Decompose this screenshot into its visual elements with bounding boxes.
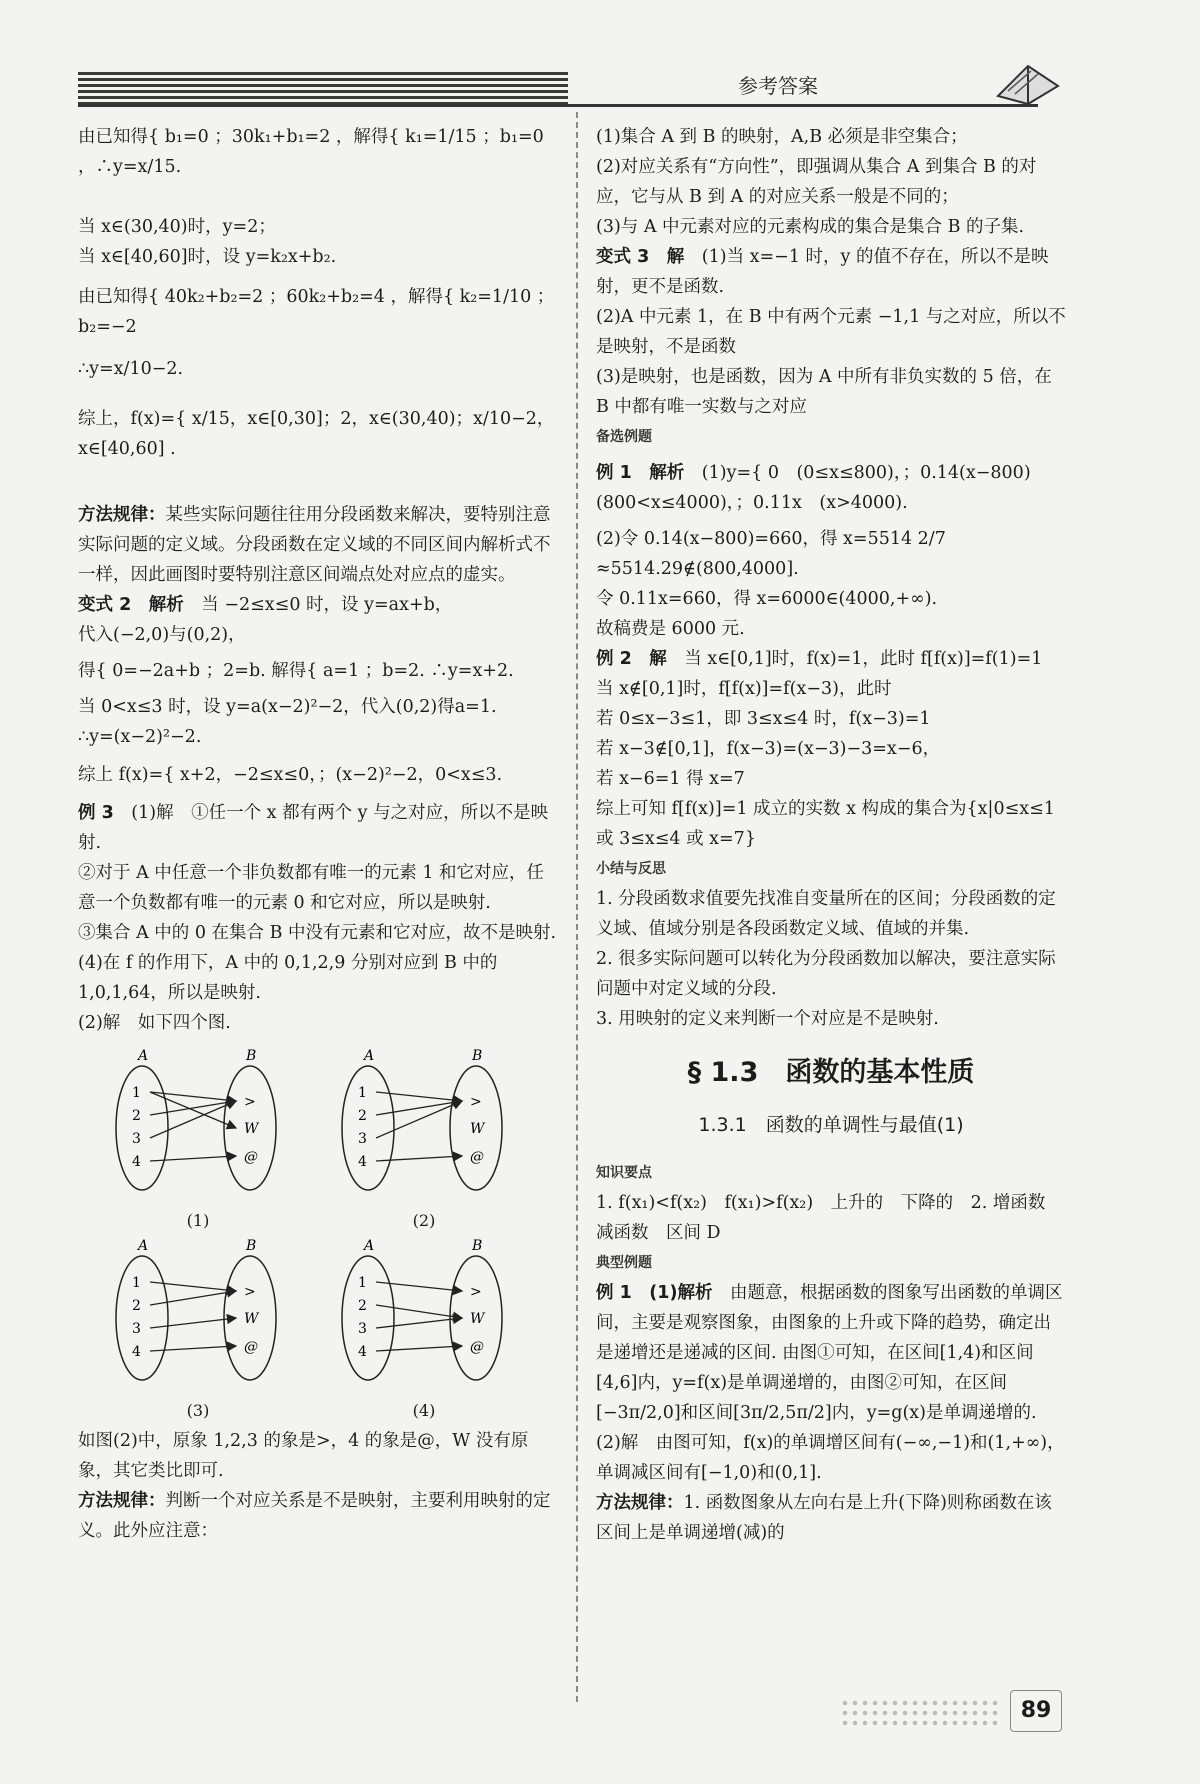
summary-item: 1. 分段函数求值要先找准自变量所在的区间；分段函数的定义域、值域分别是各段函数定义域、值域的并集.: [596, 889, 1056, 939]
set-a-element: 4: [358, 1344, 367, 1360]
set-b-label: B: [246, 1048, 257, 1064]
backup-example-1: [596, 458, 1066, 518]
text-line: (2)解 由图可知，f(x)的单调增区间有(−∞,−1)和(1,+∞)，单调减区间有[−1,0)和(0,1].: [596, 1433, 1065, 1483]
text-line: (4)在 f 的作用下，A 中的 0,1,2,9 分别对应到 B 中的 1,0,1,64，所以是映射.: [78, 953, 498, 1003]
text-line: 得{ 0=−2a+b ；2=b. 解得{ a=1 ；b=2. ∴y=x+2.: [78, 661, 514, 681]
summary-item: 2. 很多实际问题可以转化为分段函数加以解决，要注意实际问题中对定义域的分段.: [596, 949, 1056, 999]
text-line: 综上 f(x)={ x+2，−2≤x≤0，；(x−2)²−2，0<x≤3.: [78, 765, 503, 785]
set-b-element: >: [244, 1094, 256, 1110]
text-line: (1)y={ 0 (0≤x≤800)，；0.14(x−800) (800<x≤4000)，；0.11x (x>4000).: [596, 463, 1049, 513]
backup-examples-title: 备选例题: [596, 429, 652, 445]
mapping-diagram: [334, 1046, 514, 1236]
mapping-arrow: [150, 1092, 236, 1128]
set-b-label: B: [246, 1238, 257, 1254]
set-a-element: 1: [358, 1085, 367, 1101]
rule-label: 方法规律：: [596, 1493, 684, 1513]
rule-label: 方法规律：: [78, 1491, 166, 1511]
mapping-arrow: [376, 1318, 462, 1328]
text-line: (2)对应关系有“方向性”，即强调从集合 A 到集合 B 的对应，它与从 B 到 A 的对应关系一般是不同的；: [596, 157, 1037, 207]
text-line: ∴y=x/10−2.: [78, 359, 184, 379]
diagram-caption: (2): [412, 1211, 436, 1230]
text-line: (2)A 中元素 1，在 B 中有两个元素 −1,1 与之对应，所以不是映射，不是函数: [596, 307, 1066, 357]
text-line: 若 x−6=1 得 x=7: [596, 769, 745, 789]
key-points-title: 知识要点: [596, 1165, 652, 1181]
example-label: 例 1 (1)解析: [596, 1283, 713, 1303]
page-header: [78, 66, 1058, 106]
set-b-label: B: [472, 1238, 483, 1254]
set-b-element: >: [470, 1284, 482, 1300]
mapping-diagrams: [78, 1046, 560, 1426]
typical-examples-title: 典型例题: [596, 1255, 652, 1271]
set-a-element: 4: [132, 1154, 141, 1170]
text-line: (1)当 x=−1 时，y 的值不存在，所以不是映射，更不是函数.: [596, 247, 1049, 297]
mapping-diagram: [108, 1236, 288, 1426]
mapping-arrow: [376, 1156, 462, 1161]
text-line: 如图(2)中，原象 1,2,3 的象是>，4 的象是@，W 没有原象，其它类比即可.: [78, 1431, 529, 1481]
text-line: 综上，f(x)={ x/15，x∈[0,30]；2，x∈(30,40)；x/10−2，x∈[40,60] .: [78, 409, 555, 459]
mapping-arrow: [150, 1092, 236, 1101]
set-a-element: 3: [132, 1131, 141, 1147]
rule-text: 1. 函数图象从左向右是上升(下降)则称函数在该区间上是单调递增(减)的: [596, 1493, 1052, 1543]
decorative-dots: [840, 1698, 1000, 1726]
set-a-ellipse: [342, 1256, 394, 1380]
set-a-ellipse: [342, 1066, 394, 1190]
text-line: 当 0<x≤3 时，设 y=a(x−2)²−2，代入(0,2)得a=1.: [78, 697, 497, 717]
mapping-arrow: [376, 1346, 462, 1351]
set-b-label: B: [472, 1048, 483, 1064]
text-line: 由已知得{ 40k₂+b₂=2 ；60k₂+b₂=4 ，解得{ k₂=1/10 ；b₂=−2: [78, 287, 555, 337]
set-a-element: 2: [132, 1108, 141, 1124]
rule-label: 方法规律：: [78, 505, 166, 525]
text-line: 若 0≤x−3≤1，即 3≤x≤4 时，f(x−3)=1: [596, 709, 931, 729]
set-b-element: @: [244, 1149, 258, 1165]
text-line: 当 x∈(30,40)时，y=2；: [78, 217, 276, 237]
variant-2: [78, 590, 560, 620]
example-label: 例 3: [78, 803, 114, 823]
rule-text: 判断一个对应关系是不是映射，主要利用映射的定义。此外应注意：: [78, 1491, 551, 1541]
variant-label: 变式 3 解: [596, 247, 685, 267]
set-a-element: 4: [132, 1344, 141, 1360]
set-a-element: 4: [358, 1154, 367, 1170]
set-b-element: W: [470, 1311, 485, 1327]
text-line: 令 0.11x=660，得 x=6000∈(4000,+∞).: [596, 589, 938, 609]
example-label: 例 1 解析: [596, 463, 685, 483]
mapping-arrow: [150, 1282, 236, 1291]
set-b-element: @: [244, 1339, 258, 1355]
mapping-arrow: [150, 1291, 236, 1305]
mapping-diagram-svg: [334, 1046, 514, 1196]
text-line: ③集合 A 中的 0 在集合 B 中没有元素和它对应，故不是映射.: [78, 923, 557, 943]
text-line: 由已知得{ b₁=0 ；30k₁+b₁=2 ，解得{ k₁=1/15 ；b₁=0 ，∴y=x/15.: [78, 127, 544, 177]
mapping-diagram-svg: [108, 1236, 288, 1386]
mapping-diagram: [108, 1046, 288, 1236]
mapping-arrow: [376, 1305, 462, 1318]
mapping-arrow: [150, 1346, 236, 1351]
text-line: (2)解 如下四个图.: [78, 1013, 231, 1033]
mapping-arrow: [376, 1092, 462, 1101]
set-a-element: 3: [358, 1321, 367, 1337]
set-a-label: A: [138, 1048, 149, 1064]
mapping-arrow: [376, 1101, 462, 1115]
text-line: 故稿费是 6000 元.: [596, 619, 745, 639]
set-b-element: W: [244, 1311, 259, 1327]
mapping-diagram-svg: [108, 1046, 288, 1196]
method-rule: [78, 500, 560, 590]
typical-example-1: [596, 1278, 1066, 1428]
text-line: 当 x∉[0,1]时，f[f(x)]=f(x−3)，此时: [596, 679, 892, 699]
set-a-element: 1: [358, 1275, 367, 1291]
backup-example-2: [596, 644, 1066, 674]
set-b-element: @: [470, 1149, 484, 1165]
mapping-arrow: [150, 1318, 236, 1328]
text-line: 综上可知 f[f(x)]=1 成立的实数 x 构成的集合为{x|0≤x≤1 或 3≤x≤4 或 x=7}: [596, 799, 1055, 849]
diagram-caption: (4): [412, 1401, 436, 1420]
text-line: 1. f(x₁)<f(x₂) f(x₁)>f(x₂) 上升的 下降的 2. 增函数 减函数 区间 D: [596, 1193, 1063, 1243]
header-rule: [78, 104, 1038, 107]
text-line: 当 −2≤x≤0 时，设 y=ax+b，: [201, 595, 453, 615]
variant-3: [596, 242, 1066, 302]
set-a-element: 1: [132, 1275, 141, 1291]
diagram-caption: (1): [186, 1211, 210, 1230]
set-b-element: @: [470, 1339, 484, 1355]
set-a-element: 2: [358, 1298, 367, 1314]
example-3: [78, 798, 560, 858]
text-line: 由题意，根据函数的图象写出函数的单调区间，主要是观察图象，由图象的上升或下降的趋势，确定出是递增还是递减的区间. 由图①可知，在区间[1,4)和区间[4,6]内，y=f(x)是单调递增的，由图②可知，在区间[−3π/2,0]和区间[3π/2,5π/2]内，y=g(x)是单调递增的.: [596, 1283, 1063, 1423]
set-b-element: >: [470, 1094, 482, 1110]
mapping-diagram: [334, 1236, 514, 1426]
set-b-element: >: [244, 1284, 256, 1300]
set-a-element: 2: [132, 1298, 141, 1314]
set-a-label: A: [138, 1238, 149, 1254]
summary-title: 小结与反思: [596, 861, 666, 877]
text-line: (1)集合 A 到 B 的映射，A,B 必须是非空集合；: [596, 127, 968, 147]
set-a-element: 1: [132, 1085, 141, 1101]
mapping-arrow: [150, 1156, 236, 1161]
book-icon: [993, 56, 1063, 106]
text-line: (2)令 0.14(x−800)=660，得 x=5514 2/7 ≈5514.29∉(800,4000].: [596, 529, 946, 579]
diagram-caption: (3): [186, 1401, 210, 1420]
mapping-diagram-svg: [334, 1236, 514, 1386]
section-title: § 1.3 函数的基本性质: [687, 1057, 975, 1088]
text-line: ②对于 A 中任意一个非负数都有唯一的元素 1 和它对应，任意一个负数都有唯一的元素 0 和它对应，所以是映射.: [78, 863, 545, 913]
header-stripes: [78, 72, 568, 104]
method-rule-3: [596, 1488, 1066, 1548]
text-line: (3)与 A 中元素对应的元素构成的集合是集合 B 的子集.: [596, 217, 1025, 237]
page-number: 89: [1010, 1690, 1062, 1732]
set-a-element: 2: [358, 1108, 367, 1124]
subsection-title: 1.3.1 函数的单调性与最值(1): [698, 1114, 964, 1136]
text-line: (1)解 ①任一个 x 都有两个 y 与之对应，所以不是映射.: [78, 803, 549, 853]
left-column: [78, 122, 560, 1546]
set-a-ellipse: [116, 1066, 168, 1190]
header-title: 参考答案: [738, 74, 818, 98]
text-line: (3)是映射，也是函数，因为 A 中所有非负实数的 5 倍，在 B 中都有唯一实数与之对应: [596, 367, 1052, 417]
set-a-ellipse: [116, 1256, 168, 1380]
set-a-element: 3: [132, 1321, 141, 1337]
set-a-label: A: [364, 1048, 375, 1064]
right-column: [596, 122, 1066, 1548]
rule-text: 某些实际问题往往用分段函数来解决，要特别注意实际问题的定义域。分段函数在定义域的不同区间内解析式不一样，因此画图时要特别注意区间端点处对应点的虚实。: [78, 505, 551, 585]
text-line: 当 x∈[40,60]时，设 y=k₂x+b₂.: [78, 247, 337, 267]
mapping-arrow: [376, 1282, 462, 1291]
example-label: 例 2 解: [596, 649, 667, 669]
set-a-label: A: [364, 1238, 375, 1254]
set-b-element: W: [244, 1121, 259, 1137]
text-line: 代入(−2,0)与(0,2)，: [78, 625, 246, 645]
mapping-arrow: [150, 1101, 236, 1115]
summary-item: 3. 用映射的定义来判断一个对应是不是映射.: [596, 1009, 939, 1029]
text-line: 当 x∈[0,1]时，f(x)=1，此时 f[f(x)]=f(1)=1: [684, 649, 1043, 669]
set-a-element: 3: [358, 1131, 367, 1147]
method-rule-2: [78, 1486, 560, 1546]
mapping-arrow: [376, 1101, 462, 1138]
variant-label: 变式 2 解析: [78, 595, 184, 615]
text-line: ∴y=(x−2)²−2.: [78, 727, 202, 747]
text-line: 若 x−3∉[0,1]，f(x−3)=(x−3)−3=x−6，: [596, 739, 941, 759]
mapping-arrow: [150, 1101, 236, 1138]
column-divider: [576, 112, 578, 1702]
set-b-element: W: [470, 1121, 485, 1137]
